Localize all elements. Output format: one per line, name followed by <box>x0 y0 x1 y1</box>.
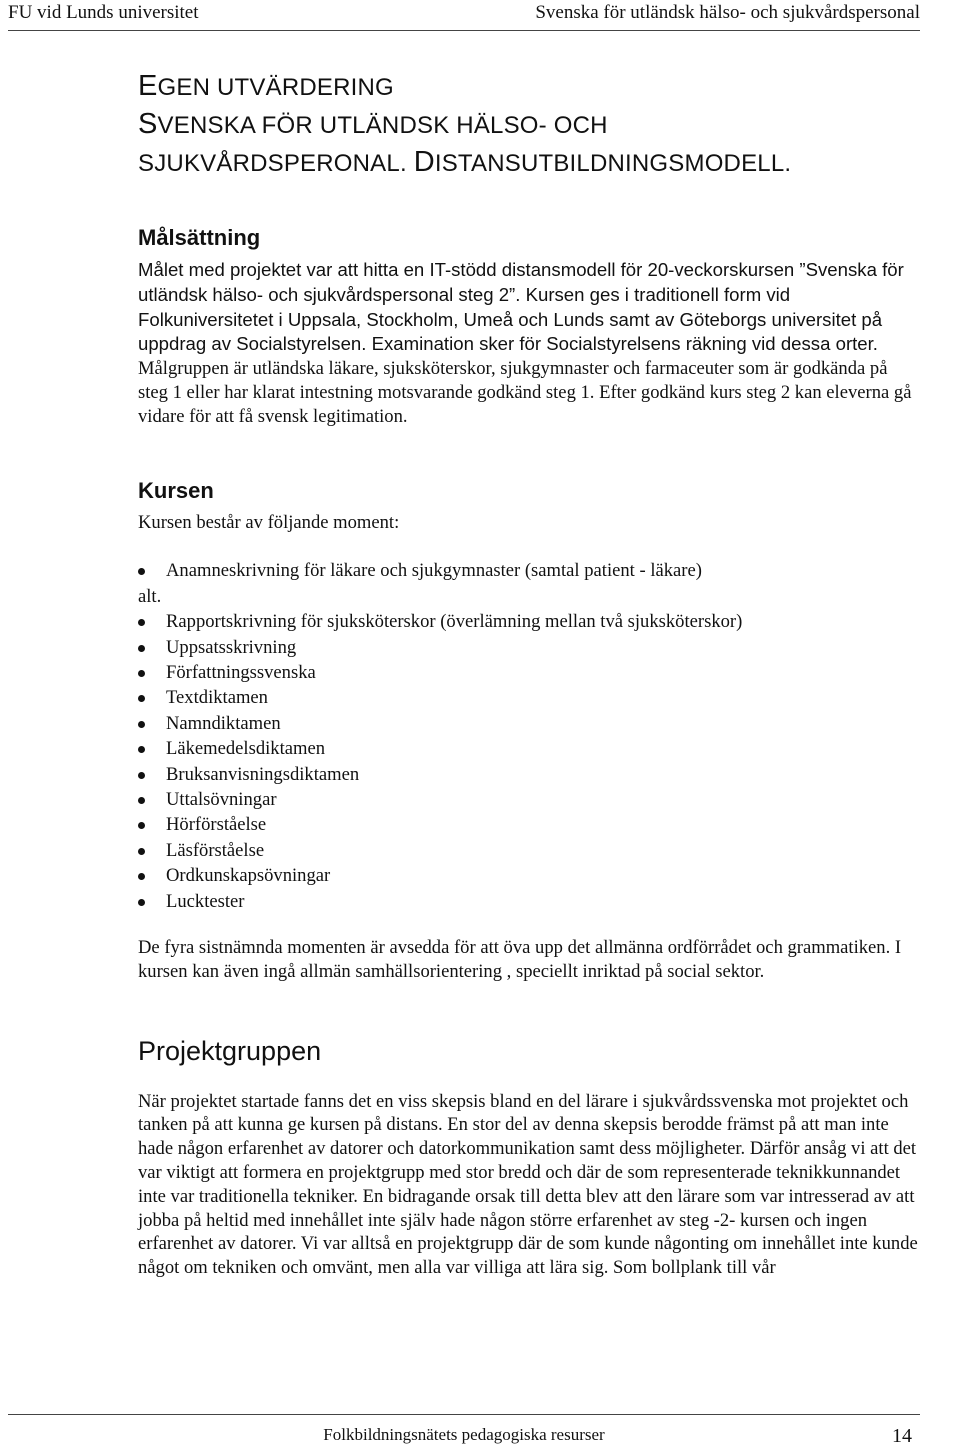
section-heading-projektgruppen: Projektgruppen <box>138 1035 322 1066</box>
projektgruppen-paragraph: När projektet startade fanns det en viss skepsis bland en del lärare i sjukvårdssvenska mot projektet och tanken på att kunna ge kursen på distans. En stor del av denna skepsis berodde främst på att man inte hade någon erfarenhet av datorer och datorkommunikation samt dess möjligheter. Därför ansåg vi att det var viktigt att formera en projektgrupp med stor bredd och där de som representerade teknikkunnandet inte var traditionella tekniker. En bidragande orsak till detta blev att den lärare som var intresserad av att jobba på heltid med innehållet inte själv hade någon större erfarenhet av steg -2- kursen och ingen erfarenhet av datorer. Vi var alltså en projektgrupp där de som kunde någonting om innehållet inte kunde något om tekniken och omvänt, men alla var villiga att lära sig. Som bollplank till vår <box>138 1090 918 1279</box>
footer-text: Folkbildningsnätets pedagogiska resurser <box>323 1425 605 1444</box>
course-moments-list <box>138 558 918 914</box>
header-right: Svenska för utländsk hälso- och sjukvårdspersonal <box>535 2 920 23</box>
page-header <box>8 0 920 31</box>
malsattning-paragraph <box>138 258 918 429</box>
section-heading-malsattning: Målsättning <box>138 225 261 250</box>
list-item: Läsförståelse <box>138 838 918 863</box>
list-item: Uttalsövningar <box>138 787 918 812</box>
list-item: Namndiktamen <box>138 711 918 736</box>
list-item: Ordkunskapsövningar <box>138 863 918 888</box>
kursen-intro: Kursen består av följande moment: <box>138 511 400 533</box>
list-item-alt: alt. <box>138 585 162 607</box>
title-line-2: SVENSKA FÖR UTLÄNDSK HÄLSO- OCH <box>138 108 608 140</box>
header-left: FU vid Lunds universitet <box>8 2 199 23</box>
page-number: 14 <box>892 1425 912 1447</box>
section-heading-kursen: Kursen <box>138 477 214 503</box>
list-item: Rapportskrivning för sjuksköterskor (överlämning mellan två sjuksköterskor) <box>138 609 918 634</box>
kursen-outro: De fyra sistnämnda momenten är avsedda för att öva upp det allmänna ordförrådet och grammatiken. I kursen kan även ingå allmän samhällsorientering , speciellt inriktad på social sektor. <box>138 937 902 982</box>
list-item: Uppsatsskrivning <box>138 635 918 660</box>
list-item: Läkemedelsdiktamen <box>138 736 918 761</box>
document-title <box>138 68 918 182</box>
malsattning-text-part1: Målet med projektet var att hitta en IT-stödd distansmodell för 20-veckorskursen ”Svenska för utländsk hälso- och sjukvårdspersonal steg 2”. Kursen ges i traditionell form vid Folkuniversitetet i Uppsala, Stockholm, Umeå och Lunds samt av Göteborgs universitet på uppdrag av Socialstyrelsen. Examination sker för Socialstyrelsens räkning vid dessa orter. <box>138 259 904 355</box>
page-footer <box>8 1414 920 1448</box>
malsattning-text-part2: Målgruppen är utländska läkare, sjuksköterskor, sjukgymnaster och farmaceuter som är godkända på steg 1 eller har klarat intestning motsvarande godkänd steg 1. Efter godkänd kurs steg 2 kan eleverna gå vidare för att få svensk legitimation. <box>138 358 912 427</box>
title-line-3: SJUKVÅRDSPERONAL. DISTANSUTBILDNINGSMODELL. <box>138 146 792 178</box>
list-item: Anamneskrivning för läkare och sjukgymnaster (samtal patient - läkare) <box>138 558 918 583</box>
document-body <box>138 68 918 1280</box>
title-line-1: EGEN UTVÄRDERING <box>138 70 394 102</box>
list-item: Författningssvenska <box>138 660 918 685</box>
list-item: Hörförståelse <box>138 812 918 837</box>
list-item: Bruksanvisningsdiktamen <box>138 762 918 787</box>
list-item: Lucktester <box>138 889 918 914</box>
list-item: Textdiktamen <box>138 685 918 710</box>
